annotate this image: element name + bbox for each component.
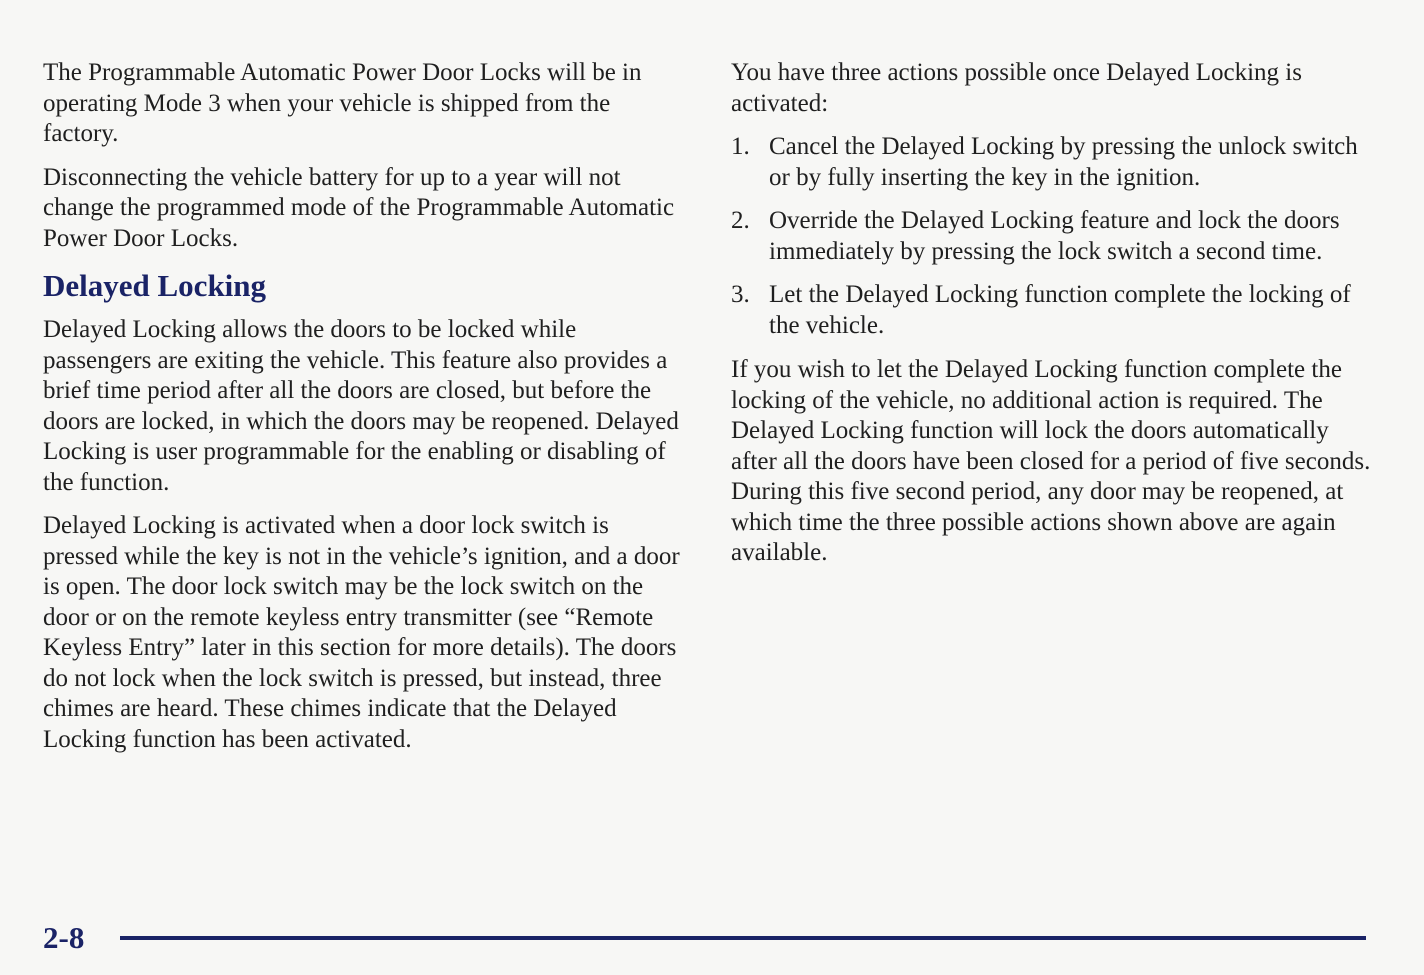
list-item (731, 132, 1376, 193)
list-item-text: Let the Delayed Locking function complete the locking of the vehicle. (769, 281, 1351, 339)
list-item-number: 2. (731, 207, 750, 234)
page-footer (43, 916, 1366, 960)
left-column (43, 58, 688, 768)
section-heading: Delayed Locking (43, 268, 267, 303)
actions-list (731, 132, 1376, 341)
right-column (731, 58, 1376, 582)
delayed-locking-description: Delayed Locking allows the doors to be locked while passengers are exiting the vehicle. This feature also provides a brief time period after all the doors are closed, but before the doors are locked, in which the doors may be reopened. Delayed Locking is user programmable for the enabling or disabling of the function. (43, 316, 679, 496)
list-item-text: Cancel the Delayed Locking by pressing the unlock switch or by fully inserting the key in the ignition. (769, 133, 1358, 191)
list-item-text: Override the Delayed Locking feature and lock the doors immediately by pressing the lock switch a second time. (769, 207, 1340, 265)
page-number: 2-8 (43, 920, 85, 955)
actions-intro: You have three actions possible once Delayed Locking is activated: (731, 59, 1302, 117)
list-item (731, 206, 1376, 267)
closing-paragraph: If you wish to let the Delayed Locking function complete the locking of the vehicle, no additional action is required. The Delayed Locking function will lock the doors automatically after all the doors have been closed for a period of five seconds. During this five second period, any door may be reopened, at which time the three possible actions shown above are again available. (731, 356, 1371, 566)
list-item (731, 280, 1376, 341)
footer-rule (120, 936, 1366, 940)
list-item-number: 3. (731, 281, 750, 308)
intro-paragraph: The Programmable Automatic Power Door Locks will be in operating Mode 3 when your vehicle is shipped from the factory. (43, 59, 642, 147)
battery-paragraph: Disconnecting the vehicle battery for up to a year will not change the programmed mode of the Programmable Automatic Power Door Locks. (43, 163, 675, 252)
delayed-locking-activation: Delayed Locking is activated when a door lock switch is pressed while the key is not in the vehicle’s ignition, and a door is open. The door lock switch may be the lock switch on the door or on the remote keyless entry transmitter (see “Remote Keyless Entry” later in this section for more details). The doors do not lock when the lock switch is pressed, but instead, three chimes are heard. These chimes indicate that the Delayed Locking function has been activated. (43, 512, 680, 753)
list-item-number: 1. (731, 133, 750, 160)
